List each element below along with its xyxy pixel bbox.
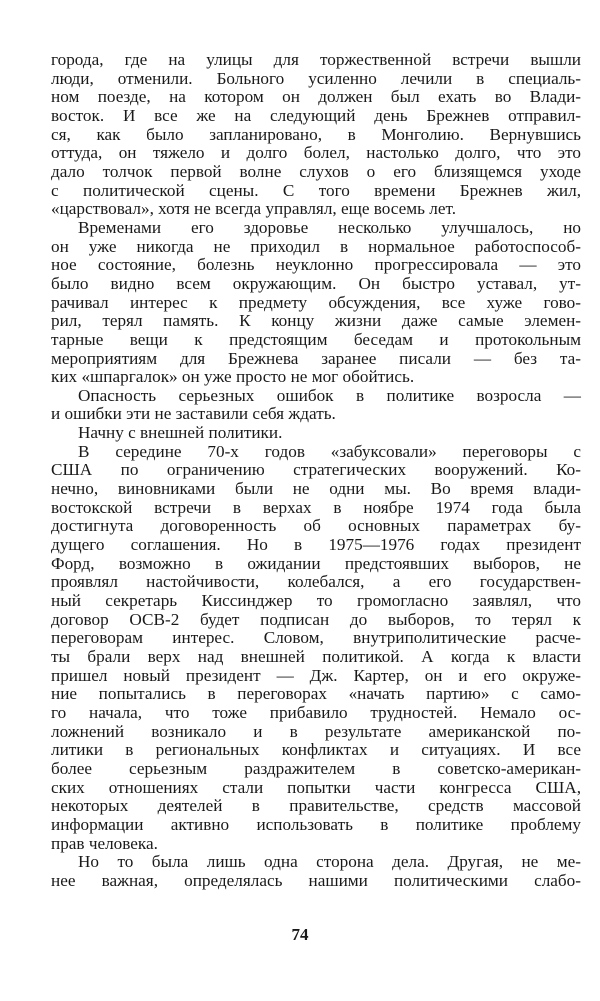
text-line: договор ОСВ-2 будет подписан до выборов, то терял к <box>51 609 581 629</box>
page-number: 74 <box>291 925 309 944</box>
text-line: ких «шпаргалок» он уже просто не мог обойтись. <box>51 367 415 387</box>
text-line: нечно, виновниками были не одни мы. Во время влади- <box>51 479 581 499</box>
text-line: дало толчок первой волне слухов о его близящемся уходе <box>51 161 581 181</box>
text-line: Временами его здоровье несколько улучшалось, но <box>78 217 581 237</box>
text-line: было видно всем окружающим. Он быстро уставал, ут- <box>51 273 581 293</box>
text-line: рачивал интерес к предмету обсуждения, все хуже гово- <box>51 292 581 312</box>
body-text <box>51 51 581 891</box>
paragraph <box>51 51 581 219</box>
text-line: ние попытались в переговорах «начать партию» с само- <box>51 684 581 704</box>
text-line: переговорам интерес. Словом, внутриполитические расче- <box>51 628 581 648</box>
text-line: города, где на улицы для торжественной встречи вышли <box>51 50 581 69</box>
text-line: дущего соглашения. Но в 1975—1976 годах президент <box>51 535 581 555</box>
text-line: ских отношениях стали попытки части конгресса США, <box>51 777 581 797</box>
text-line: пришел новый президент — Дж. Картер, он и его окруже- <box>51 665 581 685</box>
paragraph <box>51 219 581 387</box>
text-line: тарные вещи к предстоящим беседам и протокольным <box>51 329 581 349</box>
text-line: с политической сцены. С того времени Брежнев жил, <box>51 180 581 200</box>
text-line: проявлял настойчивости, колебался, а его государствен- <box>51 572 581 592</box>
paragraph <box>51 853 581 890</box>
text-line: Начну с внешней политики. <box>78 423 283 443</box>
text-line: и ошибки эти не заставили себя ждать. <box>51 404 336 424</box>
text-line: некоторых деятелей в правительстве, средств массовой <box>51 796 581 816</box>
text-line: ся, как было запланировано, в Монголию. Вернувшись <box>51 124 581 144</box>
text-line: США по ограничению стратегических вооружений. Ко- <box>51 460 581 480</box>
text-line: Форд, возможно в ожидании предстоявших выборов, не <box>51 553 581 573</box>
text-line: люди, отменили. Больного усиленно лечили в специаль- <box>51 68 581 88</box>
text-line: В середине 70-х годов «забуксовали» переговоры с <box>78 441 581 461</box>
text-line: ложнений возникало и в результате американской по- <box>51 721 581 741</box>
text-line: нее важная, определялась нашими политическими слабо- <box>51 870 581 890</box>
text-line: более серьезным раздражителем в советско-американ- <box>51 758 581 778</box>
text-line: он уже никогда не приходил в нормальное работоспособ- <box>51 236 581 256</box>
paragraph <box>51 387 581 424</box>
text-line: ное состояние, болезнь неуклонно прогрессировала — это <box>51 255 581 275</box>
text-line: ном поезде, на котором он должен был ехать во Влади- <box>51 87 581 107</box>
text-line: востокской встречи в верхах в ноябре 1974 года была <box>51 497 581 517</box>
text-line: го начала, что тоже прибавило трудностей. Немало ос- <box>51 702 581 722</box>
paragraph <box>51 424 581 443</box>
text-line: мероприятиям для Брежнева заранее писали — без та- <box>51 348 581 368</box>
text-line: восток. И все же на следующий день Брежнев отправил- <box>51 105 581 125</box>
text-line: Опасность серьезных ошибок в политике возросла — <box>78 385 581 405</box>
text-line: ный секретарь Киссинджер то громогласно заявлял, что <box>51 591 581 611</box>
text-line: информации активно использовать в политике проблему <box>51 814 581 834</box>
text-line: «царствовал», хотя не всегда управлял, еще восемь лет. <box>51 199 457 219</box>
text-line: прав человека. <box>51 833 158 853</box>
text-line: оттуда, он тяжело и долго болел, настолько долго, что это <box>51 143 581 163</box>
text-line: литики в региональных конфликтах и ситуациях. И все <box>51 740 581 760</box>
text-line: ты брали верх над внешней политикой. А когда к власти <box>51 647 581 666</box>
text-line: достигнута договоренность об основных параметрах бу- <box>51 516 581 536</box>
text-line: Но то была лишь одна сторона дела. Другая, не ме- <box>78 852 581 872</box>
paragraph <box>51 443 581 853</box>
text-line: рил, терял память. К концу жизни даже самые элемен- <box>51 311 581 331</box>
